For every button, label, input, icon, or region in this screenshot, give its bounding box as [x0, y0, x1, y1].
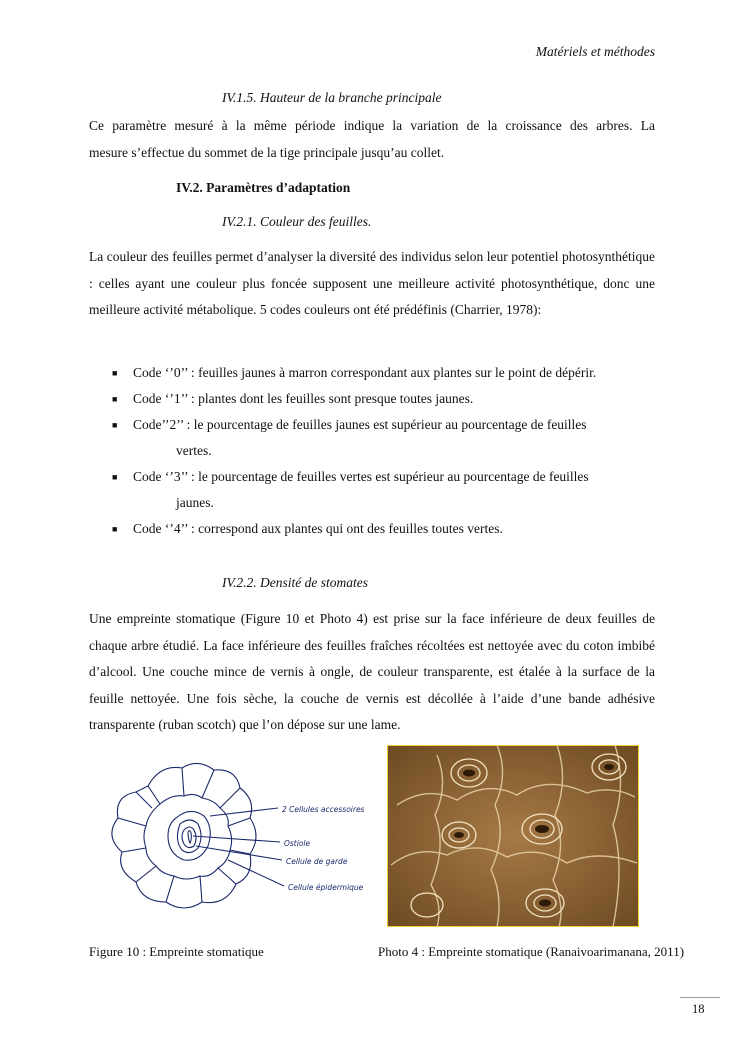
- paragraph-hauteur: [89, 113, 655, 166]
- section-title-iv-1-5: IV.1.5. Hauteur de la branche principale: [222, 90, 442, 105]
- label-cellule-de-garde: Cellule de garde: [286, 857, 348, 866]
- photo-caption: Photo 4 : Empreinte stomatique (Ranaivoarimanana, 2011): [378, 944, 685, 959]
- code-list: [112, 360, 655, 542]
- page-number-divider: [680, 997, 720, 998]
- stomata-photo: [387, 745, 639, 927]
- list-item: [112, 360, 655, 386]
- paragraph-line: Ce paramètre mesuré à la même période indique la variation de la croissance des arbres. La: [89, 118, 655, 133]
- stomata-drawing: [90, 756, 390, 918]
- section-title-iv-2-2: IV.2.2. Densité de stomates: [222, 575, 368, 590]
- label-ostiole: Ostiole: [284, 839, 311, 848]
- square-bullet-icon: ■: [112, 524, 118, 534]
- label-cellule-epidermique: Cellule épidermique: [288, 883, 364, 892]
- list-item: [112, 464, 655, 516]
- square-bullet-icon: ■: [112, 420, 118, 430]
- paragraph-couleur: La couleur des feuilles permet d’analyser la diversité des individus selon leur potentiel photosynthétique : celles ayant une couleur plus foncée supposent une meilleure activité photosynthétique, donc une meilleure activité métabolique. 5 codes couleurs ont été prédéfinis (Charrier, 1978):: [89, 249, 655, 317]
- figure-caption: Figure 10 : Empreinte stomatique: [89, 944, 264, 959]
- label-cellules-accessoires: 2 Cellules accessoires: [282, 805, 365, 814]
- square-bullet-icon: ■: [112, 472, 118, 482]
- list-item-text: Code ‘’0’’ : feuilles jaunes à marron correspondant aux plantes sur le point de dépérir.: [133, 365, 597, 380]
- list-item-text: Code ‘’1’’ : plantes dont les feuilles sont presque toutes jaunes.: [133, 391, 474, 406]
- list-item: [112, 516, 655, 542]
- paragraph-stomates: Une empreinte stomatique (Figure 10 et Photo 4) est prise sur la face inférieure de deux feuilles de chaque arbre étudié. La face inférieure des feuilles fraîches récoltées est nettoyée avec du coton imbibé d’alcool. Une couche mince de vernis à ongle, de couleur transparente, est étalée à la surface de la feuille nettoyée. Une fois sèche, la couche de vernis est décollée à l’aide d’une bande adhésive transparente (ruban scotch) que l’on dépose sur une lame.: [89, 611, 655, 732]
- square-bullet-icon: ■: [112, 394, 118, 404]
- list-item: [112, 412, 655, 464]
- page-number: 18: [692, 1002, 705, 1016]
- list-item-continuation: jaunes.: [176, 495, 214, 510]
- square-bullet-icon: ■: [112, 368, 118, 378]
- list-item-continuation: vertes.: [176, 443, 212, 458]
- section-title-iv-2: IV.2. Paramètres d’adaptation: [176, 180, 351, 195]
- section-title-iv-2-1: IV.2.1. Couleur des feuilles.: [222, 214, 372, 229]
- running-header: Matériels et méthodes: [535, 44, 655, 59]
- paragraph-line: mesure s’effectue du sommet de la tige principale jusqu’au collet.: [89, 144, 445, 160]
- list-item-text: Code ‘’4’’ : correspond aux plantes qui ont des feuilles toutes vertes.: [133, 521, 503, 536]
- list-item-text: Code ‘’3’’ : le pourcentage de feuilles vertes est supérieur au pourcentage de feuilles: [133, 469, 589, 484]
- list-item-text: Code’’2’’ : le pourcentage de feuilles jaunes est supérieur au pourcentage de feuilles: [133, 417, 587, 432]
- list-item: [112, 386, 655, 412]
